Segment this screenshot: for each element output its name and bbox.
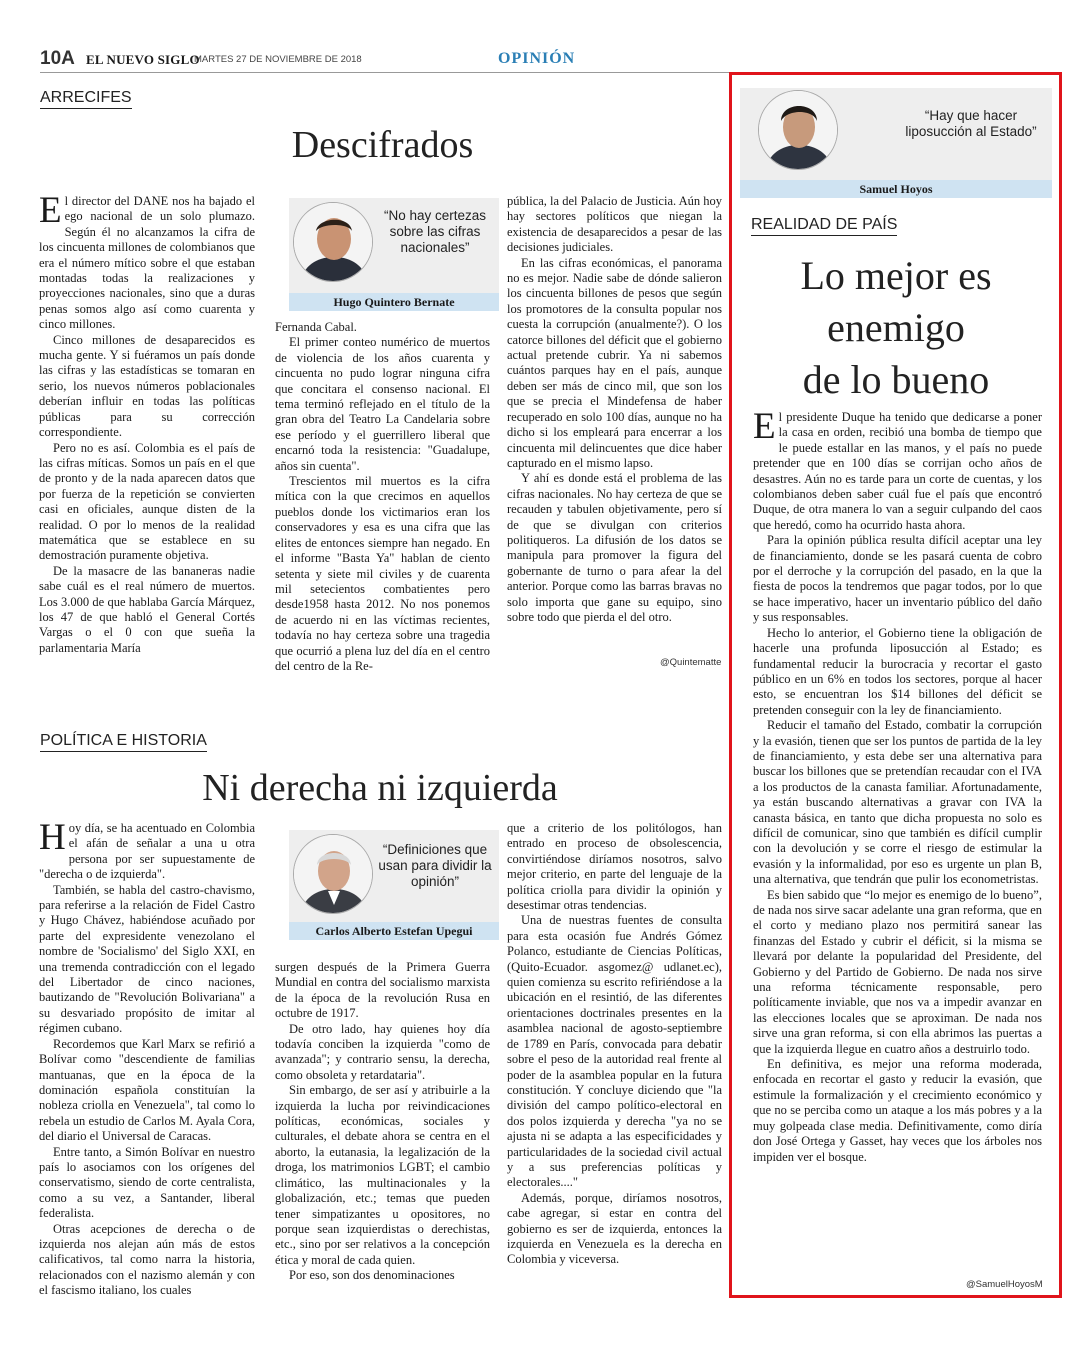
author-portrait-icon <box>759 91 838 170</box>
paragraph: Sin embargo, de ser así y atribuirle a la izquierda la lucha por reivindicaciones políticas, económicas, sociales y culturales, el debate ahora se centra en el aborto, la eutanasia, la legalización de la droga, los matrimonios LGBT; el cambio climático, las multinacionales y la globalización, etc.; temas que pueden tener simpatizantes u opositores, no porque sean izquierdistas o derechistas, etc., sino por ser relativos a la concepción ética y moral de cada quien. <box>275 1083 490 1267</box>
paragraph: De otro lado, hay quienes hoy día todavía conciben la izquierda "como de avanzada"; y contrario sensu, la derecha, como obsoleta y retardataria". <box>275 1021 490 1082</box>
paragraph: surgen después de la Primera Guerra Mundial en contra del socialismo marxista de la época de la revolución Rusa en octubre de 1917. <box>275 960 490 1021</box>
title-line: de lo bueno <box>802 357 990 402</box>
article1-author-handle: @Quintematte <box>660 657 722 668</box>
paragraph: Además, porque, diríamos nosotros, cabe agregar, si estar en contra del gobierno es ser de izquierda, entonces la izquierda en Venezuela es la derecha en Colombia y viceversa. <box>507 1190 722 1267</box>
article1-title: Descifrados <box>291 124 474 166</box>
article1-column-3 <box>507 194 722 655</box>
author-photo <box>758 90 838 170</box>
article2-title: Ni derecha ni izquierda <box>202 767 558 809</box>
paragraph: Recordemos que Karl Marx se refirió a Bolívar como "descendiente de familias mantuanas, que en la época de la dominación española constituían la nobleza criolla en Venezuela", tal como lo rebela un estudio de Carlos M. Ayala Cora, del diario el Universal de Caracas. <box>39 1036 255 1144</box>
author-portrait-icon <box>294 835 373 914</box>
author-name: Hugo Quintero Bernate <box>289 293 499 311</box>
author-portrait-icon <box>294 203 373 282</box>
paragraph: Reducir el tamaño del Estado, combatir la corrupción y la evasión, tienen que ser los puntos de partida de la ley de financiamiento, y esta debe ser una alternativa para buscar los billones que se pretendían recaudar con el IVA a los productos de la canasta familiar. Afortunadamente, ya están buscando alternativas a gravar con IVA la canasta básica, en tanto que dicha propuesta no solo es difícil de comunicar, sino que también es difícil cumplir con la devolución y se corre el riesgo de estimular la evasión y la informalidad, por eso es urgente un plan B, una alternativa, que tendrán que pulir los econometristas. <box>753 718 1042 887</box>
article2-column-3 <box>507 821 722 1297</box>
paragraph: Para la opinión pública resulta difícil aceptar una ley de financiamiento, donde se les pasará cuenta de cobro por el derroche y la corrupción del pasado, en la que la fiesta de pocos la tendremos que pagar todos, por lo que se hace imperativo, hacer un inventario público del daño y sus responsables. <box>753 533 1042 625</box>
newspaper-name: EL NUEVO SIGLO <box>86 52 200 67</box>
paragraph: Fernanda Cabal. <box>275 320 357 334</box>
paragraph: Hecho lo anterior, el Gobierno tiene la obligación de hacerle una profunda liposucción al Estado; es fundamental reducir la burocracia y recortar el gasto público en un 6% en todos los sectores, porque al hacer esto, se encuentran los $14 billones del déficit se pretenden conseguir con la ley de financiamiento. <box>753 625 1042 717</box>
page-number: 10A <box>40 48 75 69</box>
author-name: Samuel Hoyos <box>740 180 1052 198</box>
paragraph: pública, la del Palacio de Justicia. Aún hoy hay sectores políticos que niegan la existencia de desaparecidos a pesar de las decisiones judiciales. <box>507 194 722 255</box>
paragraph: Entre tanto, a Simón Bolívar en nuestro país lo asociamos con los orígenes del conservatismo, siendo de corte centralista, como a su vez, a Santander, liberal federalista. <box>39 1144 255 1221</box>
paragraph: En las cifras económicas, el panorama no es mejor. Nadie sabe de dónde salieron los cincuenta billones de pesos que según los promotores de la consulta popular nos cuesta la corrupción (anualmente?). O los catorce billones del déficit que el gobierno actual pretende cubrir. Ya ni sabemos cuántos parques hay en el país, aunque deben ser más de cinco mil, que son los que se precia el Mindefensa de haber recuperado en solo 100 días, aunque no ha dicho si los empleará para encerrar a los cincuenta mil delincuentes que dice haber capturado en el mismo lapso. <box>507 255 722 470</box>
article2-author-box <box>289 830 499 940</box>
article3-title <box>740 250 1052 406</box>
page-header <box>40 48 1040 70</box>
drop-cap: E <box>753 410 776 447</box>
pull-quote: “Hay que hacer liposucción al Estado” <box>905 108 1037 139</box>
paragraph: Otras acepciones de derecha o de izquierda nos alejan aún más de estos calificativos, tal como narra la historia, relacionados con el nazismo alemán y con el fascismo italiano, los cuales <box>39 1221 255 1297</box>
article2-column-1 <box>39 821 255 1297</box>
paragraph: Cinco millones de desaparecidos es mucha gente. Y si fuéramos un país donde las cifras y las estadísticas se tomaran en serio, los nuevos números poblacionales deberían influir en todas las políticas públicas para su corrección correspondiente. <box>39 332 255 440</box>
title-line: enemigo <box>827 305 965 350</box>
paragraph: El primer conteo numérico de muertos de violencia de los años cuarenta y cincuenta no pudo lograr ninguna cifra que concitara el consenso nacional. El tema terminó reflejado en el título de la gran obra del Teatro La Candelaria sobre ese período y el guerrillero liberal que encarnó toda la resistencia: "Guadalupe, años sin cuenta". <box>275 335 490 473</box>
paragraph: También, se habla del castro-chavismo, para referirse a la relación de Fidel Castro y Hugo Chávez, habiéndose acuñado por parte del expresidente venezolano el nombre de 'Socialismo' del Siglo XXI, en una tremenda contradicción con el legado del Libertador de cinco naciones, bautizando de "Revolución Bolivariana" a su desvariado propósito de imitar al régimen cubano. <box>39 882 255 1036</box>
paragraph: Es bien sabido que “lo mejor es enemigo de lo bueno”, de nada nos sirve sacar adelante una gran reforma, que en el corto y mediano plazo nos permitirá sanear las finanzas del Estado y cubrir el déficit, si la misma se llevará por delante la popularidad del Presidente, del Gobierno y del Partido de Gobierno. De nada nos sirve una reforma técnicamente responsable, pero políticamente inviable, que nos va a impedir avanzar en las elecciones locales que se aproximan. De nada nos sirve una gran reforma, si con ella abrimos las puertas a que la izquierda llegue en cuatro años a destruirlo todo. <box>753 887 1042 1056</box>
paragraph: oy día, se ha acentuado en Colombia el afán de señalar a una u otra persona por ser supuestamente de "derecha o de izquierda". <box>39 821 255 882</box>
paragraph: De la masacre de las bananeras nadie sabe cuál es el real número de muertos. Los 3.000 de que hablaba García Márquez, los 47 de que habló el General Cortés Vargas o el 0 con que sueña la parlamentaria María <box>39 563 255 655</box>
paragraph: Y ahí es donde está el problema de las cifras nacionales. No hay certeza de que se recauden y tabulen objetivamente, pero sí de que se divulgan con criterios politiqueros. La difusión de los datos se manipula para promover la figura del gobernante de turno o para afear la del anterior. Porque como las barras bravas no solo importa que gane su equipo, sino sobre todo que pierda el del otro. <box>507 471 722 624</box>
article2-column-2 <box>275 960 490 1297</box>
author-name: Carlos Alberto Estefan Upegui <box>289 922 499 940</box>
paragraph: l director del DANE nos ha bajado el ego nacional de un solo plumazo. Según él no alcanzamos la cifra de los cincuenta millones de colombianos que era el número mítico sobre el que estaban montadas todas la realizaciones y proyecciones nacionales, sino que a duras penas somos algo así como cuarenta y cinco millones. <box>39 194 255 332</box>
drop-cap: H <box>39 821 66 858</box>
title-line: Lo mejor es <box>800 253 992 298</box>
paragraph: Pero no es así. Colombia es el país de las cifras míticas. Somos un país en el que de pronto y de la nada aparecen datos que por fuerza de la repetición se convierten casi en oficiales, aunque disten de la realidad. O por lo menos de la realidad matemática que se establece en su demostración puramente objetiva. <box>39 440 255 563</box>
issue-date: MARTES 27 DE NOVIEMBRE DE 2018 <box>194 54 362 65</box>
article1-column-1 <box>39 194 255 672</box>
pull-quote: “No hay certezas sobre las cifras nacionales” <box>383 208 487 255</box>
paragraph: Trescientos mil muertos es la cifra mítica con la que crecimos en aquellos pueblos donde los victimarios eran los conservadores y esa es una cifra que las elites de entonces siempre han negado. En el informe "Basta Ya" hablan de ciento setenta y siete mil civiles y de cuarenta mil setecientos combatientes pero desde1958 hasta 2012. No nos ponemos de acuerdo ni en las víctimas recientes, todavía no hay certeza sobre una tragedia que ocurrió a plena luz del día en el centro del centro de la Re- <box>275 474 490 672</box>
paragraph: l presidente Duque ha tenido que dedicarse a poner la casa en orden, recibió una bomba de tiempo que le puede estallar en las manos, y el país no puede pretender que en 100 días se corrijan ocho años de desastres. Aún no es tarde para un corte de cuentas, y los colombianos deben saber cuál fue el país que encontró Duque, de otra manera lo van a seguir culpando del caos que heredó, como ha ocurrido hasta ahora. <box>753 410 1042 532</box>
article2-kicker: POLÍTICA E HISTORIA <box>40 732 207 752</box>
author-photo <box>293 834 373 914</box>
pull-quote: “Definiciones que usan para dividir la opinión” <box>378 842 492 889</box>
paragraph: Por eso, son dos denominaciones <box>289 1268 455 1283</box>
paragraph: Una de nuestras fuentes de consulta para esta ocasión fue Andrés Gómez Polanco, estudiante de Ciencias Políticas,(Quito-Ecuador. asgomez@ udlanet.ec), quien comienza su escrito refiriéndose a la ubicación en el resintió, de las diferentes orientaciones doctrinales presentes en la asamblea nacional de agosto-septiembre de 1789 en París, convocada para debatir sobre el peso de la autoridad real frente al poder de la asamblea popular en la futura constitución. Y concluye diciendo que "la división del campo político-electoral en dos polos izquierda y derecha "ya no se ajusta ni se adapta a las especificidades y particularidades de la sociedad civil actual y a sus preferencias políticas y electorales...." <box>507 913 722 1190</box>
article3-author-handle: @SamuelHoyosM <box>966 1279 1043 1290</box>
paragraph: En definitiva, es mejor una reforma moderada, enfocada en recortar el gasto y reducir la evasión, que estimule la formalización y el crecimiento económico y que no se perciba como un ataque a los más pobres y a la muy golpeada clase media. Definitivamente, como diría don José Ortega y Gasset, hay veces que los árboles nos impiden ver el bosque. <box>753 1057 1042 1164</box>
author-photo <box>293 202 373 282</box>
article3-author-box <box>740 88 1052 198</box>
article1-column-2 <box>275 320 490 672</box>
section-name: OPINIÓN <box>498 50 576 67</box>
paragraph: que a criterio de los politólogos, han entrado en proceso de obsolescencia, convirtiéndose diríamos nosotros, salvo mejor criterio, en parte del lenguaje de la política criolla para dividir la opinión y desestimar otras tendencias. <box>507 821 722 913</box>
article1-kicker: ARRECIFES <box>40 89 132 109</box>
article3-kicker: REALIDAD DE PAÍS <box>751 216 897 236</box>
article3-body <box>753 410 1042 1278</box>
drop-cap: E <box>39 194 62 231</box>
article1-author-box <box>289 198 499 311</box>
